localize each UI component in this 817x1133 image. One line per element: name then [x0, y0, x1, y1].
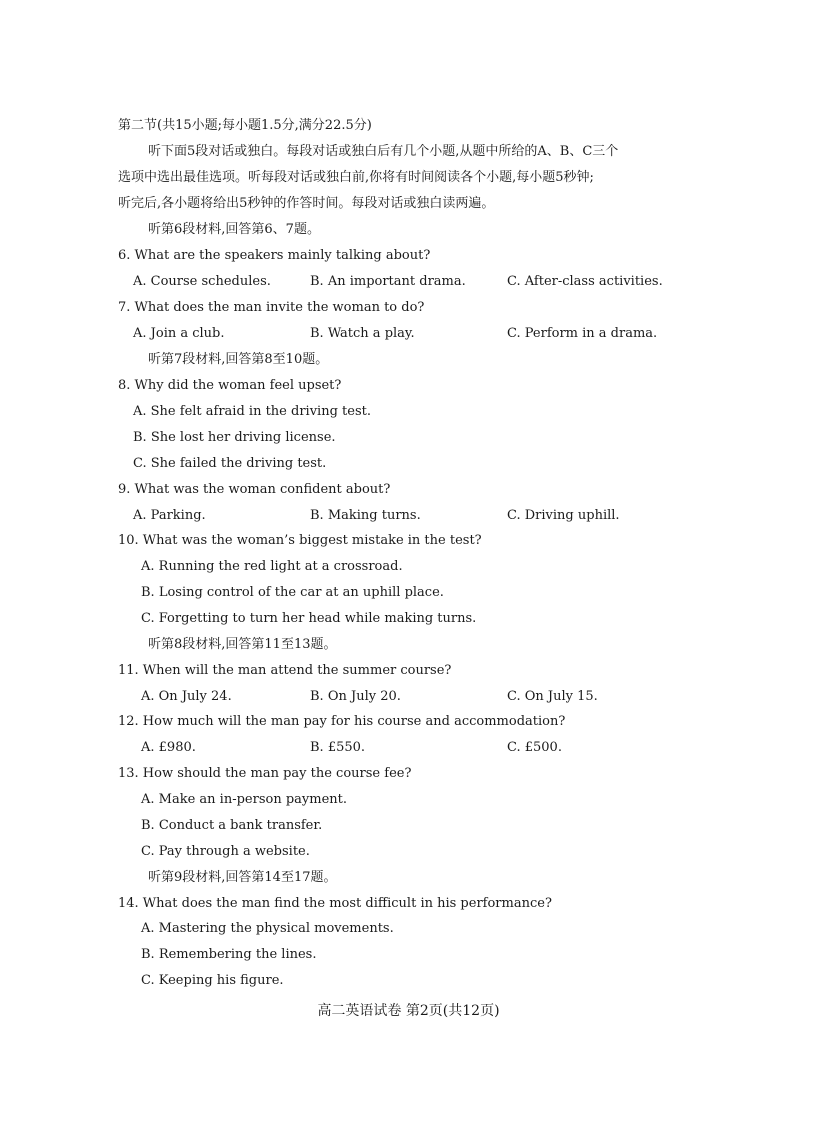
question-9-stem: 9. What was the woman confident about? — [118, 482, 391, 497]
question-12-option-c: C. £500. — [507, 740, 562, 755]
question-8-option-b: B. She lost her driving license. — [133, 430, 336, 445]
question-8-stem: 8. Why did the woman feel upset? — [118, 378, 342, 393]
question-8-option-a: A. She felt afraid in the driving test. — [133, 404, 371, 419]
question-14-option-b: B. Remembering the lines. — [141, 947, 317, 962]
question-14-option-a: A. Mastering the physical movements. — [141, 921, 394, 936]
question-7-option-b: B. Watch a play. — [310, 326, 415, 341]
question-6-option-b: B. An important drama. — [310, 274, 466, 289]
page-footer: 高二英语试卷 第2页(共12页) — [317, 1003, 500, 1019]
question-12-option-a: A. £980. — [141, 740, 196, 755]
question-7-option-a: A. Join a club. — [133, 326, 225, 341]
question-11-option-b: B. On July 20. — [310, 689, 401, 704]
question-12-stem: 12. How much will the man pay for his course and accommodation? — [118, 714, 566, 729]
question-10-option-c: C. Forgetting to turn her head while making turns. — [141, 611, 477, 626]
question-13-option-c: C. Pay through a website. — [141, 844, 310, 859]
question-7-option-c: C. Perform in a drama. — [507, 326, 658, 341]
question-9-option-b: B. Making turns. — [310, 508, 421, 523]
question-14-option-c: C. Keeping his figure. — [141, 973, 284, 988]
question-13-option-b: B. Conduct a bank transfer. — [141, 818, 323, 833]
question-8-option-c: C. She failed the driving test. — [133, 456, 327, 471]
question-9-option-c: C. Driving uphill. — [507, 508, 620, 523]
material-9-heading: 听第9段材料,回答第14至17题。 — [148, 870, 337, 885]
question-10-stem: 10. What was the woman’s biggest mistake in the test? — [118, 533, 482, 548]
question-13-stem: 13. How should the man pay the course fee? — [118, 766, 412, 781]
section-title: 第二节(共15小题;每小题1.5分,满分22.5分) — [118, 118, 372, 133]
instruction-line-3: 听完后,各小题将给出5秒钟的作答时间。每段对话或独白读两遍。 — [118, 196, 495, 211]
material-8-heading: 听第8段材料,回答第11至13题。 — [148, 637, 337, 652]
question-11-option-a: A. On July 24. — [141, 689, 232, 704]
question-6-option-c: C. After-class activities. — [507, 274, 663, 289]
question-6-option-a: A. Course schedules. — [133, 274, 271, 289]
instruction-line-2: 选项中选出最佳选项。听每段对话或独白前,你将有时间阅读各个小题,每小题5秒钟; — [118, 170, 594, 185]
question-11-stem: 11. When will the man attend the summer course? — [118, 663, 452, 678]
question-10-option-a: A. Running the red light at a crossroad. — [141, 559, 403, 574]
question-7-stem: 7. What does the man invite the woman to do? — [118, 300, 425, 315]
instruction-line-1: 听下面5段对话或独白。每段对话或独白后有几个小题,从题中所给的A、B、C三个 — [148, 144, 619, 159]
question-10-option-b: B. Losing control of the car at an uphill place. — [141, 585, 444, 600]
material-7-heading: 听第7段材料,回答第8至10题。 — [148, 352, 329, 367]
material-6-heading: 听第6段材料,回答第6、7题。 — [148, 222, 320, 237]
question-13-option-a: A. Make an in-person payment. — [141, 792, 347, 807]
question-9-option-a: A. Parking. — [133, 508, 206, 523]
question-14-stem: 14. What does the man find the most difficult in his performance? — [118, 896, 552, 911]
question-6-stem: 6. What are the speakers mainly talking about? — [118, 248, 431, 263]
question-11-option-c: C. On July 15. — [507, 689, 598, 704]
question-12-option-b: B. £550. — [310, 740, 366, 755]
